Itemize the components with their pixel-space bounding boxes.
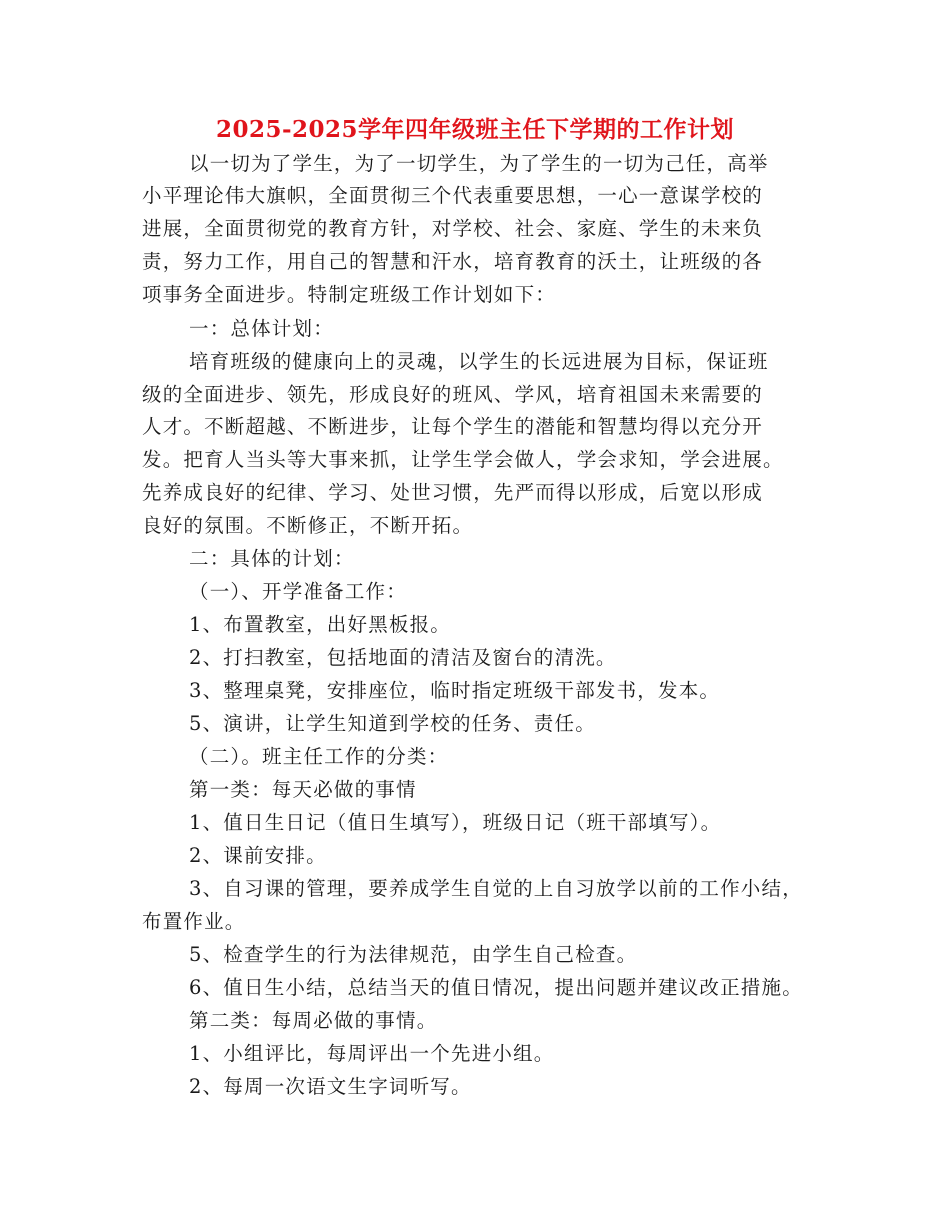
paragraph-line: 发。把育人当头等大事来抓，让学生学会做人，学会求知，学会进展。 [142,448,784,471]
paragraph-line: 先养成良好的纪律、学习、处世习惯，先严而得以形成，后宽以形成 [142,481,764,504]
list-item: 3、整理桌凳，安排座位，临时指定班级干部发书，发本。 [189,679,721,702]
list-item: 1、值日生日记（值日生填写），班级日记（班干部填写）。 [189,811,722,834]
list-item: 1、布置教室，出好黑板报。 [189,613,452,636]
section-heading: 二：具体的计划： [189,547,355,570]
list-item: 2、打扫教室，包括地面的清洁及窗台的清洗。 [189,646,617,669]
subsection-heading: （一）、开学准备工作： [189,580,407,603]
paragraph-line: 小平理论伟大旗帜，全面贯彻三个代表重要思想，一心一意谋学校的 [142,184,764,207]
category-heading: 第一类：每天必做的事情 [189,778,417,801]
category-heading: 第二类：每周必做的事情。 [189,1009,438,1032]
list-item: 2、课前安排。 [189,844,327,867]
paragraph-line: 责，努力工作，用自己的智慧和汗水，培育教育的沃土，让班级的各 [142,250,764,273]
subsection-heading: （二）。班主任工作的分类： [189,745,449,768]
paragraph-line: 良好的氛围。不断修正，不断开拓。 [142,514,474,537]
list-item: 3、自习课的管理，要养成学生自觉的上自习放学以前的工作小结， [189,877,803,900]
paragraph-line: 级的全面进步、领先，形成良好的班风、学风，培育祖国未来需要的 [142,383,764,406]
section-heading: 一：总体计划： [189,317,334,340]
list-item: 5、演讲，让学生知道到学校的任务、责任。 [189,712,596,735]
list-item: 5、检查学生的行为法律规范，由学生自己检查。 [189,943,638,966]
list-item: 1、小组评比，每周评出一个先进小组。 [189,1042,555,1065]
document-title: 2025-2025学年四年级班主任下学期的工作计划 [215,116,735,143]
list-item: 2、每周一次语文生字词听写。 [189,1075,472,1098]
paragraph-line: 进展，全面贯彻党的教育方针，对学校、社会、家庭、学生的未来负 [142,217,764,240]
paragraph-line: 项事务全面进步。特制定班级工作计划如下： [142,283,557,306]
paragraph-line: 培育班级的健康向上的灵魂，以学生的长远进展为目标，保证班 [189,350,769,373]
paragraph-line: 人才。不断超越、不断进步，让每个学生的潜能和智慧均得以充分开 [142,415,764,438]
list-item: 6、值日生小结，总结当天的值日情况，提出问题并建议改正措施。 [189,976,803,999]
paragraph-line: 以一切为了学生，为了一切学生，为了学生的一切为己任，高举 [189,152,769,175]
list-item-continuation: 布置作业。 [142,910,246,933]
